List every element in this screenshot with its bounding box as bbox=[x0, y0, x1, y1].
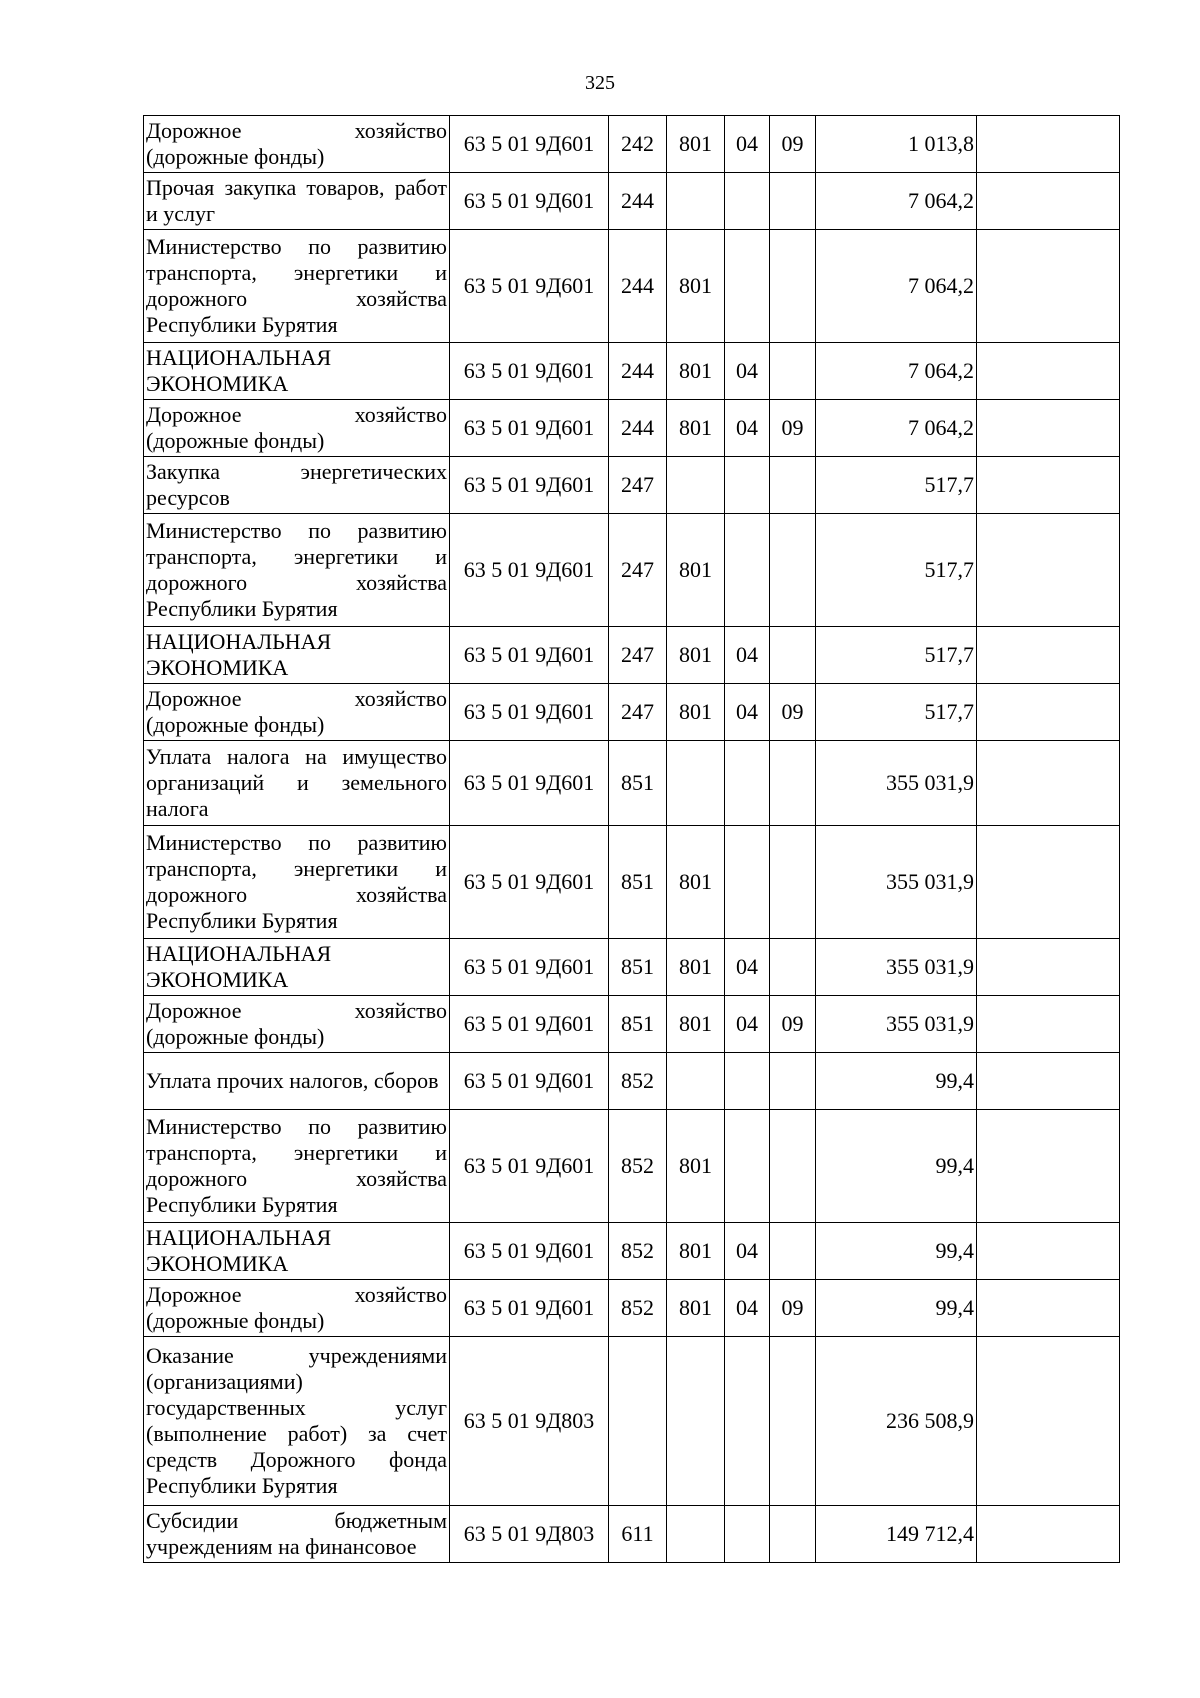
row-expense-type-cell: 247 bbox=[609, 627, 667, 684]
table-row bbox=[144, 514, 1120, 627]
row-empty-cell bbox=[977, 116, 1120, 173]
row-section-cell: 04 bbox=[725, 1280, 770, 1337]
table-row bbox=[144, 457, 1120, 514]
row-amount-cell: 7 064,2 bbox=[816, 230, 977, 343]
row-section-cell bbox=[725, 173, 770, 230]
table-row bbox=[144, 400, 1120, 457]
row-section-cell: 04 bbox=[725, 1223, 770, 1280]
table-row bbox=[144, 1280, 1120, 1337]
row-section-cell bbox=[725, 514, 770, 627]
row-target-code-cell: 63 5 01 9Д601 bbox=[450, 826, 609, 939]
row-section-cell: 04 bbox=[725, 939, 770, 996]
row-subsection-cell bbox=[770, 741, 816, 826]
row-expense-type-cell: 247 bbox=[609, 684, 667, 741]
row-subsection-cell bbox=[770, 457, 816, 514]
row-name-cell: Дорожное хозяйство (дорожные фонды) bbox=[144, 116, 450, 173]
row-section-cell bbox=[725, 1506, 770, 1563]
row-section-cell bbox=[725, 1053, 770, 1110]
table-row bbox=[144, 1223, 1120, 1280]
row-ministry-code-cell: 801 bbox=[667, 826, 725, 939]
row-expense-type-cell: 242 bbox=[609, 116, 667, 173]
row-subsection-cell bbox=[770, 173, 816, 230]
row-empty-cell bbox=[977, 826, 1120, 939]
row-subsection-cell bbox=[770, 1223, 816, 1280]
row-empty-cell bbox=[977, 1280, 1120, 1337]
row-ministry-code-cell: 801 bbox=[667, 230, 725, 343]
row-empty-cell bbox=[977, 1110, 1120, 1223]
row-name-cell: НАЦИОНАЛЬНАЯ ЭКОНОМИКА bbox=[144, 939, 450, 996]
row-section-cell: 04 bbox=[725, 116, 770, 173]
row-name-cell: Субсидии бюджетным учреждениям на финансовое bbox=[144, 1506, 450, 1563]
row-name-cell: Министерство по развитию транспорта, энергетики и дорожного хозяйства Республики Бурятия bbox=[144, 1110, 450, 1223]
row-expense-type-cell: 851 bbox=[609, 996, 667, 1053]
row-empty-cell bbox=[977, 343, 1120, 400]
row-subsection-cell bbox=[770, 1053, 816, 1110]
row-amount-cell: 99,4 bbox=[816, 1223, 977, 1280]
row-section-cell bbox=[725, 826, 770, 939]
row-target-code-cell: 63 5 01 9Д601 bbox=[450, 1110, 609, 1223]
row-ministry-code-cell: 801 bbox=[667, 996, 725, 1053]
row-section-cell: 04 bbox=[725, 400, 770, 457]
row-amount-cell: 517,7 bbox=[816, 457, 977, 514]
row-target-code-cell: 63 5 01 9Д601 bbox=[450, 1223, 609, 1280]
row-amount-cell: 7 064,2 bbox=[816, 343, 977, 400]
row-ministry-code-cell: 801 bbox=[667, 627, 725, 684]
row-expense-type-cell: 851 bbox=[609, 939, 667, 996]
row-name-cell: Уплата налога на имущество организаций и земельного налога bbox=[144, 741, 450, 826]
row-target-code-cell: 63 5 01 9Д601 bbox=[450, 627, 609, 684]
table-row bbox=[144, 684, 1120, 741]
row-expense-type-cell: 852 bbox=[609, 1053, 667, 1110]
row-amount-cell: 7 064,2 bbox=[816, 400, 977, 457]
row-name-cell: НАЦИОНАЛЬНАЯ ЭКОНОМИКА bbox=[144, 1223, 450, 1280]
table-row bbox=[144, 343, 1120, 400]
row-amount-cell: 355 031,9 bbox=[816, 741, 977, 826]
row-ministry-code-cell bbox=[667, 1506, 725, 1563]
row-target-code-cell: 63 5 01 9Д601 bbox=[450, 939, 609, 996]
row-expense-type-cell: 611 bbox=[609, 1506, 667, 1563]
table-row bbox=[144, 826, 1120, 939]
row-target-code-cell: 63 5 01 9Д601 bbox=[450, 996, 609, 1053]
row-subsection-cell: 09 bbox=[770, 996, 816, 1053]
row-section-cell: 04 bbox=[725, 684, 770, 741]
row-expense-type-cell bbox=[609, 1337, 667, 1506]
row-empty-cell bbox=[977, 230, 1120, 343]
table-row bbox=[144, 116, 1120, 173]
row-ministry-code-cell: 801 bbox=[667, 1280, 725, 1337]
budget-table bbox=[143, 115, 1120, 1563]
row-section-cell bbox=[725, 230, 770, 343]
row-expense-type-cell: 852 bbox=[609, 1280, 667, 1337]
table-row bbox=[144, 230, 1120, 343]
row-name-cell: Дорожное хозяйство (дорожные фонды) bbox=[144, 400, 450, 457]
table-row bbox=[144, 939, 1120, 996]
row-section-cell: 04 bbox=[725, 343, 770, 400]
row-name-cell: Министерство по развитию транспорта, энергетики и дорожного хозяйства Республики Бурятия bbox=[144, 514, 450, 627]
row-empty-cell bbox=[977, 400, 1120, 457]
row-amount-cell: 1 013,8 bbox=[816, 116, 977, 173]
row-amount-cell: 517,7 bbox=[816, 514, 977, 627]
row-name-cell: Прочая закупка товаров, работ и услуг bbox=[144, 173, 450, 230]
row-amount-cell: 149 712,4 bbox=[816, 1506, 977, 1563]
row-expense-type-cell: 244 bbox=[609, 173, 667, 230]
row-target-code-cell: 63 5 01 9Д601 bbox=[450, 1053, 609, 1110]
row-subsection-cell bbox=[770, 343, 816, 400]
row-subsection-cell bbox=[770, 826, 816, 939]
row-expense-type-cell: 247 bbox=[609, 457, 667, 514]
row-name-cell: Закупка энергетических ресурсов bbox=[144, 457, 450, 514]
row-expense-type-cell: 244 bbox=[609, 400, 667, 457]
row-target-code-cell: 63 5 01 9Д601 bbox=[450, 514, 609, 627]
row-expense-type-cell: 244 bbox=[609, 343, 667, 400]
row-subsection-cell bbox=[770, 230, 816, 343]
row-empty-cell bbox=[977, 1053, 1120, 1110]
page-number: 325 bbox=[585, 72, 615, 94]
row-name-cell: Дорожное хозяйство (дорожные фонды) bbox=[144, 1280, 450, 1337]
table-row bbox=[144, 1506, 1120, 1563]
row-subsection-cell bbox=[770, 1506, 816, 1563]
row-name-cell: Оказание учреждениями (организациями) государственных услуг (выполнение работ) за счет средств Дорожного фонда Республики Бурятия bbox=[144, 1337, 450, 1506]
row-amount-cell: 355 031,9 bbox=[816, 939, 977, 996]
row-ministry-code-cell: 801 bbox=[667, 1223, 725, 1280]
row-amount-cell: 7 064,2 bbox=[816, 173, 977, 230]
row-expense-type-cell: 244 bbox=[609, 230, 667, 343]
row-subsection-cell bbox=[770, 1337, 816, 1506]
row-ministry-code-cell bbox=[667, 1053, 725, 1110]
table-row bbox=[144, 1110, 1120, 1223]
row-ministry-code-cell bbox=[667, 741, 725, 826]
row-subsection-cell bbox=[770, 627, 816, 684]
row-target-code-cell: 63 5 01 9Д803 bbox=[450, 1337, 609, 1506]
row-ministry-code-cell: 801 bbox=[667, 1110, 725, 1223]
row-target-code-cell: 63 5 01 9Д601 bbox=[450, 741, 609, 826]
row-ministry-code-cell: 801 bbox=[667, 400, 725, 457]
row-name-cell: Министерство по развитию транспорта, энергетики и дорожного хозяйства Республики Бурятия bbox=[144, 826, 450, 939]
row-target-code-cell: 63 5 01 9Д601 bbox=[450, 457, 609, 514]
row-empty-cell bbox=[977, 173, 1120, 230]
row-name-cell: Министерство по развитию транспорта, энергетики и дорожного хозяйства Республики Бурятия bbox=[144, 230, 450, 343]
row-subsection-cell: 09 bbox=[770, 684, 816, 741]
table-row bbox=[144, 996, 1120, 1053]
table-row bbox=[144, 1337, 1120, 1506]
row-section-cell bbox=[725, 457, 770, 514]
table-row bbox=[144, 627, 1120, 684]
row-subsection-cell bbox=[770, 939, 816, 996]
row-expense-type-cell: 851 bbox=[609, 826, 667, 939]
row-empty-cell bbox=[977, 684, 1120, 741]
row-empty-cell bbox=[977, 939, 1120, 996]
row-ministry-code-cell bbox=[667, 457, 725, 514]
row-empty-cell bbox=[977, 1506, 1120, 1563]
row-empty-cell bbox=[977, 457, 1120, 514]
row-name-cell: НАЦИОНАЛЬНАЯ ЭКОНОМИКА bbox=[144, 343, 450, 400]
row-target-code-cell: 63 5 01 9Д601 bbox=[450, 116, 609, 173]
table-row bbox=[144, 173, 1120, 230]
row-ministry-code-cell bbox=[667, 173, 725, 230]
row-ministry-code-cell: 801 bbox=[667, 939, 725, 996]
row-empty-cell bbox=[977, 1223, 1120, 1280]
row-section-cell: 04 bbox=[725, 996, 770, 1053]
row-empty-cell bbox=[977, 996, 1120, 1053]
row-target-code-cell: 63 5 01 9Д803 bbox=[450, 1506, 609, 1563]
row-section-cell bbox=[725, 741, 770, 826]
row-empty-cell bbox=[977, 514, 1120, 627]
table-row bbox=[144, 1053, 1120, 1110]
row-subsection-cell: 09 bbox=[770, 116, 816, 173]
row-subsection-cell: 09 bbox=[770, 1280, 816, 1337]
row-ministry-code-cell: 801 bbox=[667, 343, 725, 400]
row-ministry-code-cell: 801 bbox=[667, 514, 725, 627]
row-subsection-cell bbox=[770, 1110, 816, 1223]
row-amount-cell: 236 508,9 bbox=[816, 1337, 977, 1506]
row-expense-type-cell: 851 bbox=[609, 741, 667, 826]
row-empty-cell bbox=[977, 627, 1120, 684]
row-amount-cell: 517,7 bbox=[816, 684, 977, 741]
row-name-cell: Уплата прочих налогов, сборов bbox=[144, 1053, 450, 1110]
row-ministry-code-cell: 801 bbox=[667, 116, 725, 173]
row-ministry-code-cell: 801 bbox=[667, 684, 725, 741]
row-target-code-cell: 63 5 01 9Д601 bbox=[450, 343, 609, 400]
row-ministry-code-cell bbox=[667, 1337, 725, 1506]
row-target-code-cell: 63 5 01 9Д601 bbox=[450, 173, 609, 230]
row-expense-type-cell: 852 bbox=[609, 1110, 667, 1223]
row-section-cell bbox=[725, 1110, 770, 1223]
row-amount-cell: 517,7 bbox=[816, 627, 977, 684]
row-name-cell: Дорожное хозяйство (дорожные фонды) bbox=[144, 996, 450, 1053]
row-target-code-cell: 63 5 01 9Д601 bbox=[450, 400, 609, 457]
row-section-cell: 04 bbox=[725, 627, 770, 684]
row-target-code-cell: 63 5 01 9Д601 bbox=[450, 1280, 609, 1337]
row-amount-cell: 99,4 bbox=[816, 1110, 977, 1223]
row-empty-cell bbox=[977, 741, 1120, 826]
table-row bbox=[144, 741, 1120, 826]
row-subsection-cell bbox=[770, 514, 816, 627]
row-target-code-cell: 63 5 01 9Д601 bbox=[450, 684, 609, 741]
row-expense-type-cell: 247 bbox=[609, 514, 667, 627]
row-subsection-cell: 09 bbox=[770, 400, 816, 457]
row-name-cell: НАЦИОНАЛЬНАЯ ЭКОНОМИКА bbox=[144, 627, 450, 684]
table-body bbox=[144, 116, 1120, 1563]
row-section-cell bbox=[725, 1337, 770, 1506]
row-expense-type-cell: 852 bbox=[609, 1223, 667, 1280]
row-name-cell: Дорожное хозяйство (дорожные фонды) bbox=[144, 684, 450, 741]
row-amount-cell: 99,4 bbox=[816, 1053, 977, 1110]
row-empty-cell bbox=[977, 1337, 1120, 1506]
row-target-code-cell: 63 5 01 9Д601 bbox=[450, 230, 609, 343]
row-amount-cell: 355 031,9 bbox=[816, 996, 977, 1053]
row-amount-cell: 99,4 bbox=[816, 1280, 977, 1337]
row-amount-cell: 355 031,9 bbox=[816, 826, 977, 939]
